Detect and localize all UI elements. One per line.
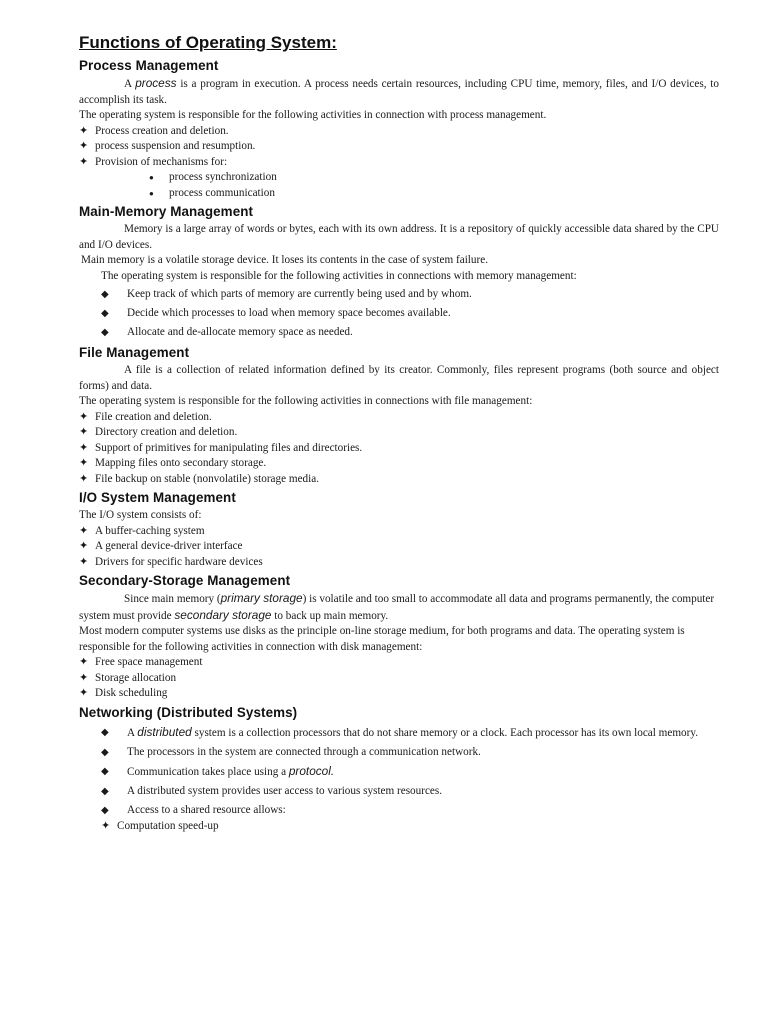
list-item-text: The processors in the system are connected through a communication network. [127,745,481,758]
list-item [79,539,719,555]
list-item-text: Keep track of which parts of memory are currently being used and by whom. [127,288,472,300]
star-bullet-icon: ✦ [79,457,89,469]
star-bullet-icon: ✦ [79,124,89,137]
list-item [79,671,719,687]
star-bullet-icon: ✦ [79,155,89,168]
list-item-text: Storage allocation [95,671,177,684]
memory-volatility-note: Main memory is a volatile storage device. It loses its contents in the case of system failure. [81,254,488,266]
text-fragment: to back up main memory. [271,609,389,622]
list-item [79,456,719,472]
list-item-text: Decide which processes to load when memory space becomes available. [127,307,451,319]
star-bullet-icon: ✦ [79,441,89,454]
document-page [79,32,719,834]
list-item [101,803,719,819]
list-item [101,745,719,761]
list-item [101,764,719,781]
file-definition: A file is a collection of related information defined by its creator. Commonly, files represent programs (both source and object forms) and data. [79,364,719,392]
diamond-bullet-icon: ◆ [101,804,109,816]
networking-list [79,725,719,819]
list-item [101,325,719,341]
list-item-text: Mapping files onto secondary storage. [95,457,267,469]
process-term: process [135,76,177,90]
memory-definition: Memory is a large array of words or bytes, each with its own address. It is a repository of quickly accessible data shared by the CPU and I/O devices. [79,223,719,251]
list-item-text: Disk scheduling [95,687,168,699]
list-item-text: A distributed system provides user access to various system resources. [127,784,443,797]
list-item-text: Access to a shared resource allows: [127,803,286,816]
list-item-text: process synchronization [169,171,277,183]
list-item [101,784,719,800]
list-item [101,287,719,303]
star-bullet-icon: ✦ [79,656,89,668]
text-fragment: Communication takes place using a [127,765,289,778]
process-definition [79,76,719,108]
process-activity-list [79,124,719,171]
dot-bullet-icon: ● [149,188,154,198]
primary-storage-term: primary storage [220,591,303,605]
list-item [101,725,719,742]
memory-activity-list [79,287,719,341]
file-management-heading: File Management [79,345,190,360]
secondary-storage-heading: Secondary-Storage Management [79,573,291,588]
star-bullet-icon: ✦ [79,540,89,552]
io-management-heading: I/O System Management [79,490,236,505]
list-item-text: File creation and deletion. [95,410,212,423]
star-bullet-icon: ✦ [79,671,89,684]
diamond-bullet-icon: ◆ [101,327,109,338]
list-item [79,524,719,540]
text-fragment: A [124,78,136,90]
list-item [79,410,719,426]
list-item [79,124,719,140]
list-item [79,425,719,441]
io-component-list [79,524,719,571]
file-responsibility-intro: The operating system is responsible for the following activities in connections with file management: [79,395,533,407]
star-bullet-icon: ✦ [79,472,89,485]
list-item [101,306,719,322]
memory-responsibility-intro: The operating system is responsible for the following activities in connections with memory management: [101,269,577,282]
process-management-heading: Process Management [79,58,219,73]
list-item [101,819,719,835]
diamond-bullet-icon: ◆ [101,308,109,319]
list-item-text: Computation speed-up [117,819,219,832]
list-item [79,139,719,155]
list-item-text: File backup on stable (nonvolatile) storage media. [95,472,319,485]
diamond-bullet-icon: ◆ [101,289,109,300]
diamond-bullet-icon: ◆ [101,785,109,797]
list-item-text: Drivers for specific hardware devices [95,555,263,568]
list-item-text: Process creation and deletion. [95,124,229,137]
star-bullet-icon: ✦ [79,687,89,699]
list-item-text: Allocate and de-allocate memory space as needed. [127,326,353,338]
list-item-text: Provision of mechanisms for: [95,155,228,168]
list-item [79,655,719,671]
list-item [79,441,719,457]
file-activity-list [79,410,719,488]
secondary-storage-responsibility: Most modern computer systems use disks as the principle on-line storage medium, for both programs and data. The operating system is responsible for the following activities in connection with disk management: [79,625,685,653]
process-mechanism-sublist [79,170,719,201]
list-item-text: A general device-driver interface [95,540,243,552]
list-item [79,155,719,171]
secondary-storage-term: secondary storage [174,607,272,622]
io-intro: The I/O system consists of: [79,509,202,521]
text-fragment: A [127,726,138,739]
memory-management-heading: Main-Memory Management [79,204,254,219]
protocol-term: protocol. [288,763,335,778]
distributed-term: distributed [137,724,192,739]
shared-resource-benefits [79,819,719,835]
list-item [149,186,719,202]
list-item [79,472,719,488]
list-item-text: A buffer-caching system [95,524,205,537]
diamond-bullet-icon: ◆ [101,726,109,738]
list-item [149,170,719,186]
process-responsibility-intro: The operating system is responsible for the following activities in connection with process management. [79,109,547,121]
networking-heading: Networking (Distributed Systems) [79,704,298,720]
secondary-storage-definition [79,591,719,624]
list-item-text: Directory creation and deletion. [95,426,238,438]
list-item-text: process suspension and resumption. [95,140,256,152]
list-item-text: process communication [169,186,275,199]
star-bullet-icon: ✦ [79,140,89,152]
text-fragment: is a program in execution. A process needs certain resources, including CPU time, memory, files, and I/O devices, to accomplish its task. [79,78,719,106]
text-fragment: Since main memory ( [124,593,221,605]
star-bullet-icon: ✦ [79,524,89,537]
list-item [79,686,719,702]
disk-activity-list [79,655,719,702]
star-bullet-icon: ✦ [79,426,89,438]
star-bullet-icon: ✦ [101,819,111,832]
star-bullet-icon: ✦ [79,410,89,423]
text-fragment: system is a collection processors that do not share memory or a clock. Each processor has its own local memory. [191,726,699,739]
star-bullet-icon: ✦ [79,555,89,568]
list-item-text: Support of primitives for manipulating files and directories. [95,441,363,454]
list-item-text: Free space management [95,656,203,668]
document-title: Functions of Operating System: [79,33,337,52]
diamond-bullet-icon: ◆ [101,746,109,758]
list-item [79,555,719,571]
diamond-bullet-icon: ◆ [101,765,109,777]
text-fragment: ) is volatile and too small to accommodate all data and programs permanently, the computer system must provide [79,593,715,622]
dot-bullet-icon: ● [149,173,154,182]
